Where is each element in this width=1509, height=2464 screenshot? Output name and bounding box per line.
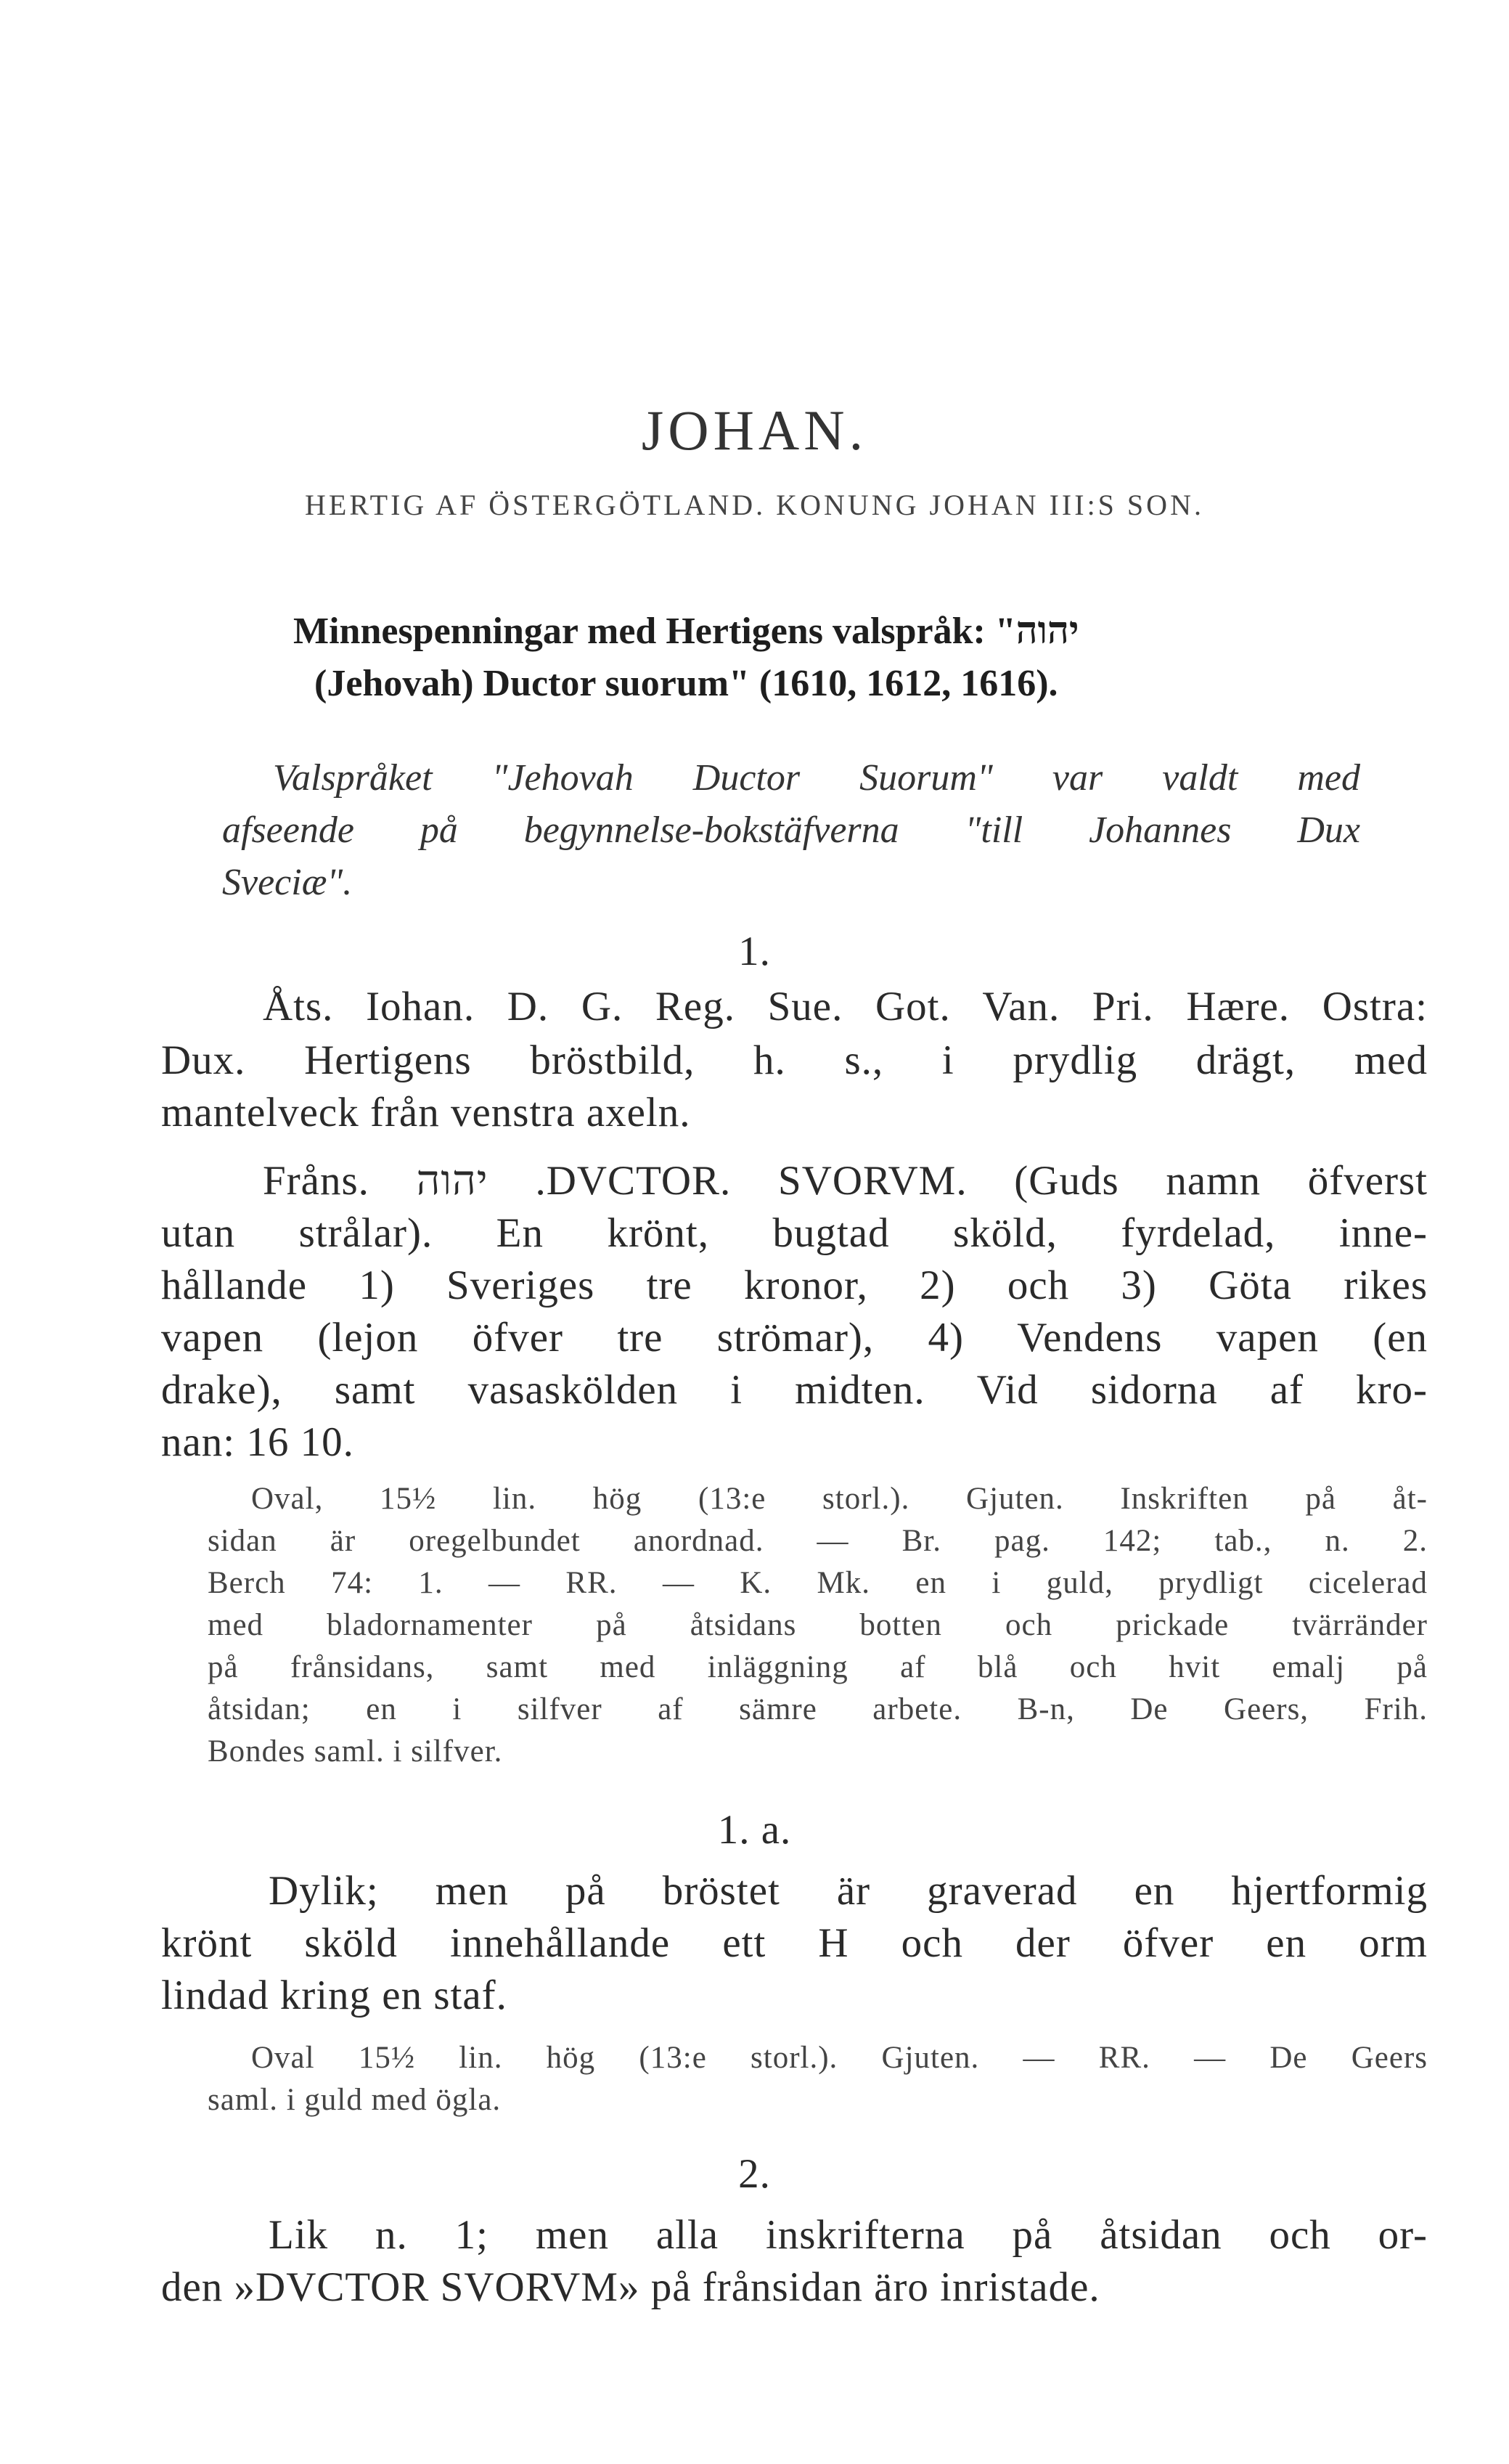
entry-1-line-7: vapen (lejon öfver tre strömar), 4) Vendens vapen (en	[161, 1315, 1428, 1360]
entry-1-line-9: nan: 16 10.	[161, 1419, 354, 1465]
entry-1a-line-3: lindad kring en staf.	[161, 1973, 507, 2018]
entry-1-note-6: åtsidan; en i silfver af sämre arbete. B-n, De Geers, Frih.	[208, 1692, 1428, 1726]
motto-line-1: Valspråket "Jehovah Ductor Suorum" var valdt med	[273, 757, 1360, 799]
entry-1-line-8: drake), samt vasaskölden i midten. Vid sidorna af kro-	[161, 1367, 1428, 1413]
page-title: JOHAN.	[641, 399, 868, 462]
entry-2-line-1: Lik n. 1; men alla inskrifterna på åtsidan och or-	[269, 2212, 1428, 2258]
entry-1-line-5: utan strålar). En krönt, bugtad sköld, fyrdelad, inne-	[161, 1210, 1428, 1256]
entry-1-note-2: sidan är oregelbundet anordnad. — Br. pag. 142; tab., n. 2.	[208, 1524, 1428, 1558]
entry-number-1a: 1. a.	[717, 1807, 792, 1853]
entry-1-note-5: på frånsidans, samt med inläggning af blå och hvit emalj på	[208, 1650, 1428, 1684]
entry-1-note-4: med bladornamenter på åtsidans botten och prickade tvärränder	[208, 1608, 1428, 1642]
entry-1-line-4: Fråns. יהוה .DVCTOR. SVORVM. (Guds namn öfverst	[263, 1158, 1428, 1204]
entry-2-line-2: den »DVCTOR SVORVM» på frånsidan äro inristade.	[161, 2264, 1100, 2310]
page-subtitle: HERTIG AF ÖSTERGÖTLAND. KONUNG JOHAN III:S SON.	[305, 489, 1204, 521]
entry-1-line-6: hållande 1) Sveriges tre kronor, 2) och 3) Göta rikes	[161, 1262, 1428, 1308]
motto-line-3: Sveciæ".	[222, 862, 353, 903]
entry-1-line-3: mantelveck från venstra axeln.	[161, 1090, 691, 1135]
entry-number-2: 2.	[738, 2151, 771, 2197]
entry-1a-note-2: saml. i guld med ögla.	[208, 2083, 502, 2117]
entry-number-1: 1.	[738, 929, 771, 974]
entry-1-line-1: Åts. Iohan. D. G. Reg. Sue. Got. Van. Pri. Hære. Ostra:	[263, 984, 1428, 1029]
entry-1a-note-1: Oval 15½ lin. hög (13:e storl.). Gjuten. — RR. — De Geers	[251, 2041, 1428, 2075]
entry-1-note-3: Berch 74: 1. — RR. — K. Mk. en i guld, prydligt cicelerad	[208, 1566, 1428, 1600]
entry-1a-line-1: Dylik; men på bröstet är graverad en hjertformig	[269, 1868, 1428, 1914]
entry-1a-line-2: krönt sköld innehållande ett H och der öfver en orm	[161, 1920, 1428, 1966]
entry-1-note-1: Oval, 15½ lin. hög (13:e storl.). Gjuten. Inskriften på åt-	[251, 1482, 1428, 1516]
entry-1-line-2: Dux. Hertigens bröstbild, h. s., i prydlig drägt, med	[161, 1037, 1428, 1083]
motto-line-2: afseende på begynnelse-bokstäfverna "till Johannes Dux	[222, 809, 1360, 851]
section-heading-line-2: (Jehovah) Ductor suorum" (1610, 1612, 1616).	[314, 663, 1058, 704]
entry-1-note-7: Bondes saml. i silfver.	[208, 1734, 503, 1769]
section-heading-line-1: Minnespenningar med Hertigens valspråk: "יהוה	[293, 611, 1079, 652]
